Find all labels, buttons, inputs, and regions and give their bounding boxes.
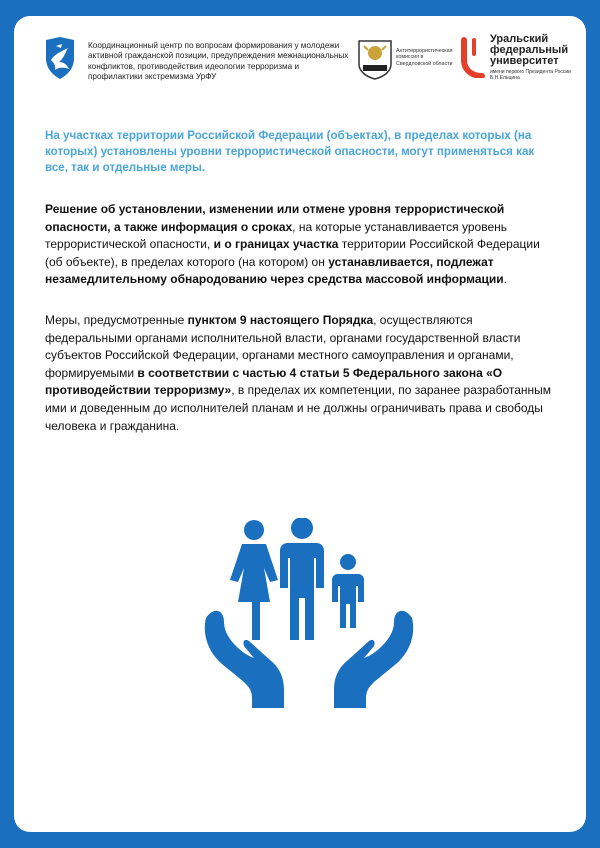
family-figures <box>230 518 364 640</box>
intro-statement: На участках территории Российской Федерации (объектах), в пределах которых (на которых) установлены уровни террористической опасности, могут применяться как все, так и отдельные меры. <box>45 129 535 174</box>
para2-bold-1: пунктом 9 настоящего Порядка <box>187 312 374 327</box>
para1-bold-3: устанавливается, подлежат незамедлительному обнародованию через средства массовой информации <box>45 254 504 287</box>
para2-text-2: , осуществляются федеральными органами исполнительной власти, органами государственной власти субъектов Российской Федерации, органами местного самоуправления и органами, формируемыми <box>45 312 521 380</box>
para1-text-1: , на которые устанавливается уровень террористической опасности, <box>45 219 508 252</box>
para1-bold-1: Решение об установлении, изменении или отмене уровня террористической опасности, а также информация о сроках <box>45 202 505 234</box>
main-content <box>45 128 555 435</box>
measures-paragraph <box>45 312 555 435</box>
university-name: Уральский федеральный университет <box>490 33 569 67</box>
eagle-emblem-icon <box>356 38 394 80</box>
poster-card <box>14 16 586 832</box>
para1-bold-2: и о границах участка <box>213 237 339 252</box>
coordination-center-name: Координационный центр по вопросам формирования у молодежи активной гражданской позиции, предупреждения межнациональных конфликтов, противодействия идеологии терроризма и профилактики экстремизма УрФУ <box>88 41 349 82</box>
para1-text-2: территории Российской Федерации (об объекте), в пределах которого (на котором) он <box>45 237 540 269</box>
para2-text-3: , в пределах их компетенции, по заранее разработанным ими и доведенным до исполнителей планам и не должны ограничивать права и свободы человека и гражданина. <box>45 383 552 433</box>
antiterror-commission-label: Антитеррористическая комиссия в Свердловской области <box>396 48 453 67</box>
decision-paragraph <box>45 201 555 289</box>
header <box>14 16 586 96</box>
para2-bold-2: в соответствии с частью 4 статьи 5 Федерального закона «О противодействии терроризму» <box>45 365 503 398</box>
university-subtitle: имени первого Президента России Б.Н.Ельцина <box>490 69 571 81</box>
para1-text-3: . <box>503 272 508 287</box>
family-in-hands-icon <box>204 518 414 708</box>
urfu-logo-icon <box>458 36 488 78</box>
para2-text-1: Меры, предусмотренные <box>45 312 188 327</box>
dove-shield-logo-icon <box>42 36 78 80</box>
